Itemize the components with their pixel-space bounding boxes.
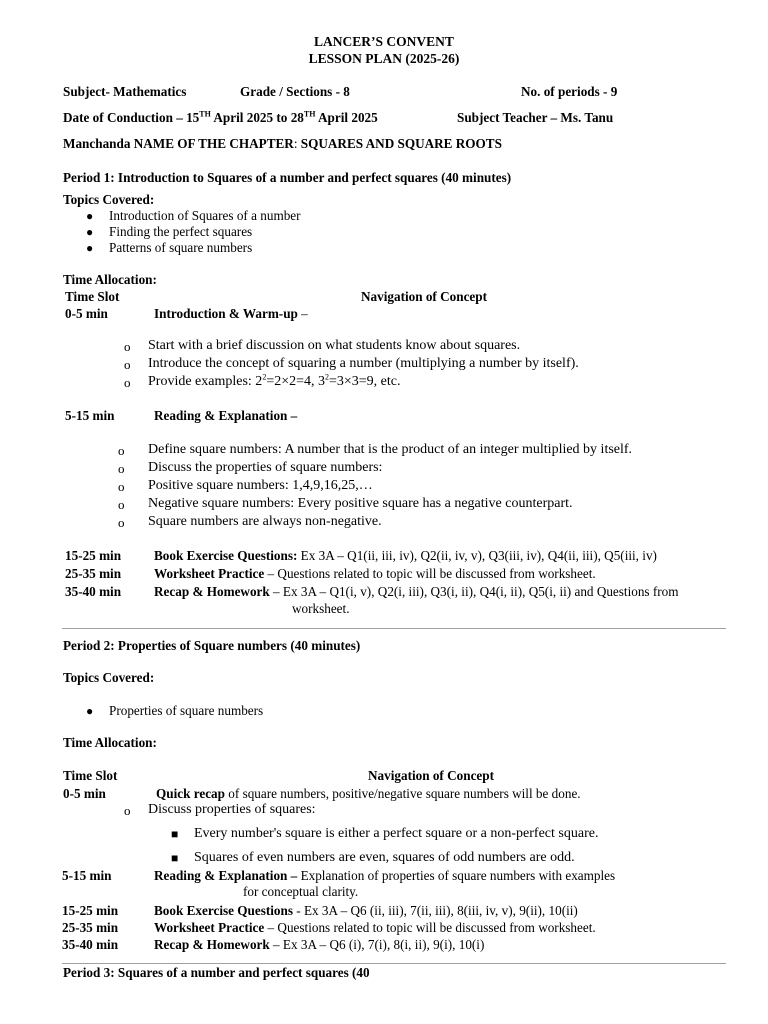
chapter-line: Manchanda NAME OF THE CHAPTER: SQUARES AND SQUARE ROOTS	[63, 136, 502, 151]
subject-teacher: Subject Teacher – Ms. Tanu	[457, 110, 614, 125]
square-bullet-icon: ■	[171, 827, 179, 841]
square-bullet-icon: ■	[171, 851, 179, 865]
grade: Grade / Sections - 8	[240, 84, 350, 99]
slot-time: 0-5 min	[65, 306, 108, 321]
topic-item: Properties of square numbers	[109, 703, 264, 718]
slot-time: 5-15 min	[62, 868, 112, 883]
list-item: Square numbers are always non-negative.	[148, 514, 382, 529]
col-time-slot: Time Slot	[63, 768, 118, 783]
slot-time: 0-5 min	[63, 786, 106, 801]
divider	[62, 963, 726, 964]
circle-bullet-icon: o	[124, 803, 131, 818]
periods: No. of periods - 9	[521, 84, 618, 99]
list-item: Define square numbers: A number that is the product of an integer multiplied by itself.	[148, 442, 633, 457]
list-item: Positive square numbers: 1,4,9,16,25,…	[148, 478, 373, 493]
slot-time: 15-25 min	[65, 548, 122, 563]
circle-bullet-icon: o	[118, 515, 125, 530]
topic-bullet	[86, 224, 93, 240]
topic-item: Patterns of square numbers	[109, 240, 253, 255]
list-item: Introduce the concept of squaring a number (multiplying a number by itself).	[148, 356, 579, 371]
slot-desc: Recap & Homework – Ex 3A – Q1(i, v), Q2(i, iii), Q3(i, ii), Q4(i, ii), Q5(i, ii) and Questions from	[154, 584, 679, 599]
slot-time: 15-25 min	[62, 903, 119, 918]
slot-desc: Book Exercise Questions: Ex 3A – Q1(ii, iii, iv), Q2(ii, iv, v), Q3(iii, iv), Q4(ii, iii), Q5(iii, iv)	[154, 548, 657, 563]
list-item: Discuss properties of squares:	[148, 802, 316, 817]
slot-time: 5-15 min	[65, 408, 115, 423]
period-1-topics-label: Topics Covered:	[63, 192, 155, 207]
circle-bullet-icon: o	[124, 375, 131, 390]
slot-time: 35-40 min	[65, 584, 122, 599]
circle-bullet-icon: o	[124, 357, 131, 372]
bullet-dot-icon: ●	[86, 241, 94, 255]
period-3-title: Period 3: Squares of a number and perfect squares (40	[63, 965, 370, 980]
slot-desc: Quick recap of square numbers, positive/negative square numbers will be done.	[156, 786, 581, 801]
slot-time: 25-35 min	[62, 920, 119, 935]
circle-bullet-icon: o	[124, 339, 131, 354]
period-2-topics-label: Topics Covered:	[63, 670, 155, 685]
slot-title: Introduction & Warm-up –	[154, 306, 308, 321]
bullet-dot-icon: ●	[86, 704, 94, 718]
topic-item: Finding the perfect squares	[109, 224, 253, 239]
slot-desc: Recap & Homework – Ex 3A – Q6 (i), 7(i), 8(i, ii), 9(i), 10(i)	[154, 937, 485, 952]
slot-desc: Book Exercise Questions - Ex 3A – Q6 (ii, iii), 7(ii, iii), 8(iii, iv, v), 9(ii), 10(ii)	[154, 903, 578, 918]
list-item: Discuss the properties of square numbers:	[148, 460, 383, 475]
slot-desc: Reading & Explanation – Explanation of properties of square numbers with examples	[154, 868, 616, 883]
topic-bullet	[86, 703, 93, 719]
period-1-title: Period 1: Introduction to Squares of a number and perfect squares (40 minutes)	[63, 170, 512, 185]
list-item: Negative square numbers: Every positive square has a negative counterpart.	[148, 496, 573, 511]
school-name: LANCER’S CONVENT	[314, 34, 454, 49]
topic-item: Introduction of Squares of a number	[109, 208, 301, 223]
topic-bullet	[86, 208, 93, 224]
slot-time: 25-35 min	[65, 566, 122, 581]
col-navigation: Navigation of Concept	[361, 289, 488, 304]
circle-bullet-icon: o	[118, 443, 125, 458]
lesson-plan-title: LESSON PLAN (2025-26)	[308, 51, 460, 66]
slot-time: 35-40 min	[62, 937, 119, 952]
bullet-dot-icon: ●	[86, 225, 94, 239]
slot-desc-cont: for conceptual clarity.	[243, 884, 359, 899]
subject: Subject- Mathematics	[63, 84, 187, 99]
topic-bullet	[86, 240, 93, 256]
period-2-title: Period 2: Properties of Square numbers (40 minutes)	[63, 638, 361, 653]
circle-bullet-icon: o	[118, 479, 125, 494]
circle-bullet-icon: o	[118, 461, 125, 476]
period-2-time-allocation: Time Allocation:	[63, 735, 157, 750]
divider	[62, 628, 726, 629]
col-navigation: Navigation of Concept	[368, 768, 495, 783]
bullet-dot-icon: ●	[86, 209, 94, 223]
date-of-conduction: Date of Conduction – 15TH April 2025 to 28TH April 2025	[63, 109, 378, 125]
sub-list-item: Every number's square is either a perfect square or a non-perfect square.	[194, 826, 599, 841]
slot-desc: Worksheet Practice – Questions related to topic will be discussed from worksheet.	[154, 566, 596, 581]
list-item-example: Provide examples: $2^2=2\times 2=4$, $3^2=3\times 3=9$, etc.	[148, 372, 401, 389]
period-1-time-allocation: Time Allocation:	[63, 272, 157, 287]
slot-title: Reading & Explanation –	[154, 408, 298, 423]
list-item: Start with a brief discussion on what students know about squares.	[148, 338, 521, 353]
slot-desc-cont: worksheet.	[292, 601, 350, 616]
slot-desc: Worksheet Practice – Questions related to topic will be discussed from worksheet.	[154, 920, 596, 935]
col-time-slot: Time Slot	[65, 289, 120, 304]
sub-list-item: Squares of even numbers are even, squares of odd numbers are odd.	[194, 850, 575, 865]
circle-bullet-icon: o	[118, 497, 125, 512]
